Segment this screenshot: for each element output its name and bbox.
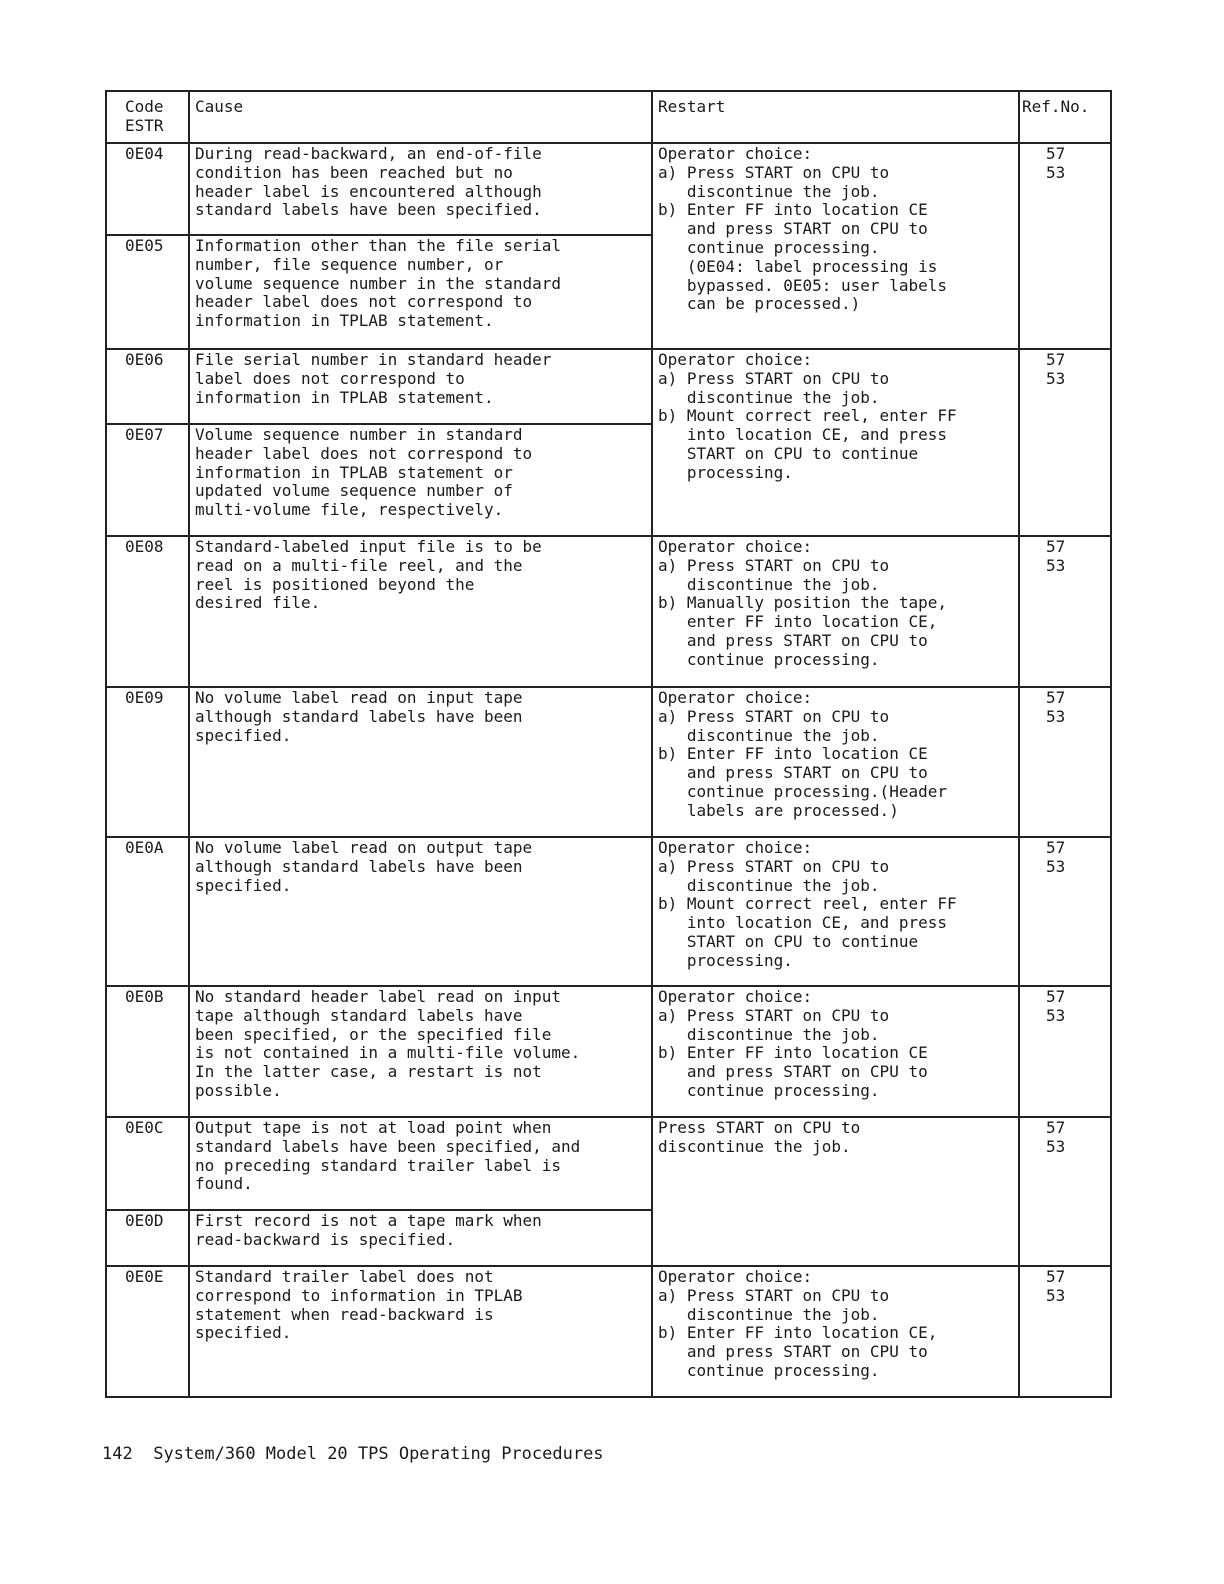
document-title: System/360 Model 20 TPS Operating Procedures: [153, 1444, 604, 1464]
row-restart: Operator choice: a) Press START on CPU to discontinue the job. b) Manually position the tape, enter FF into location CE, and press START on CPU to continue processing.: [652, 536, 1019, 687]
header-code-estr: Code ESTR: [106, 91, 189, 143]
table-row: [106, 1117, 1111, 1210]
row-code: 0E06: [106, 349, 189, 424]
header-ref-no: Ref.No.: [1019, 91, 1111, 143]
row-code: 0E08: [106, 536, 189, 687]
row-code: 0E0C: [106, 1117, 189, 1210]
row-ref-no: 57 53: [1019, 1117, 1111, 1266]
page-number: 142: [102, 1444, 133, 1464]
table-row: [106, 986, 1111, 1117]
row-code: 0E0B: [106, 986, 189, 1117]
row-ref-no: 57 53: [1019, 687, 1111, 837]
row-ref-no: 57 53: [1019, 1266, 1111, 1397]
row-ref-no: 57 53: [1019, 837, 1111, 986]
row-cause: First record is not a tape mark when read-backward is specified.: [189, 1210, 652, 1266]
table-row: [106, 1266, 1111, 1397]
table-row: [106, 687, 1111, 837]
row-restart: Operator choice: a) Press START on CPU to discontinue the job. b) Enter FF into location CE, and press START on CPU to continue processing.: [652, 1266, 1019, 1397]
row-restart: Operator choice: a) Press START on CPU to discontinue the job. b) Enter FF into location CE and press START on CPU to continue processing.(Header labels are processed.): [652, 687, 1019, 837]
row-cause: Standard trailer label does not correspond to information in TPLAB statement when read-backward is specified.: [189, 1266, 652, 1397]
row-code: 0E09: [106, 687, 189, 837]
row-restart: Operator choice: a) Press START on CPU to discontinue the job. b) Enter FF into location CE and press START on CPU to continue processing.: [652, 986, 1019, 1117]
table-row: [106, 536, 1111, 687]
row-code: 0E0A: [106, 837, 189, 986]
row-cause: Volume sequence number in standard header label does not correspond to information in TPLAB statement or updated volume sequence number of multi-volume file, respectively.: [189, 424, 652, 536]
row-ref-no: 57 53: [1019, 349, 1111, 536]
row-ref-no: 57 53: [1019, 536, 1111, 687]
table-row: [106, 349, 1111, 424]
row-cause: Standard-labeled input file is to be read on a multi-file reel, and the reel is positioned beyond the desired file.: [189, 536, 652, 687]
row-ref-no: 57 53: [1019, 143, 1111, 349]
row-cause: No volume label read on output tape although standard labels have been specified.: [189, 837, 652, 986]
row-cause: Information other than the file serial number, file sequence number, or volume sequence number in the standard header label does not correspond to information in TPLAB statement.: [189, 235, 652, 349]
row-cause: No volume label read on input tape although standard labels have been specified.: [189, 687, 652, 837]
row-ref-no: 57 53: [1019, 986, 1111, 1117]
row-code: 0E0D: [106, 1210, 189, 1266]
row-code: 0E05: [106, 235, 189, 349]
row-restart: Operator choice: a) Press START on CPU to discontinue the job. b) Mount correct reel, enter FF into location CE, and press START on CPU to continue processing.: [652, 349, 1019, 536]
header-cause: Cause: [189, 91, 652, 143]
table-row: [106, 837, 1111, 986]
row-code: 0E0E: [106, 1266, 189, 1397]
row-code: 0E07: [106, 424, 189, 536]
row-restart: Operator choice: a) Press START on CPU to discontinue the job. b) Enter FF into location CE and press START on CPU to continue processing. (0E04: label processing is bypassed. 0E05: user labels can be processed.): [652, 143, 1019, 349]
row-restart: Operator choice: a) Press START on CPU to discontinue the job. b) Mount correct reel, enter FF into location CE, and press START on CPU to continue processing.: [652, 837, 1019, 986]
page-footer: [102, 1444, 604, 1464]
table-row: [106, 143, 1111, 235]
header-restart: Restart: [652, 91, 1019, 143]
row-cause: No standard header label read on input tape although standard labels have been specified, or the specified file is not contained in a multi-file volume. In the latter case, a restart is not possible.: [189, 986, 652, 1117]
row-code: 0E04: [106, 143, 189, 235]
row-restart: Press START on CPU to discontinue the job.: [652, 1117, 1019, 1266]
error-code-table: [105, 90, 1112, 1398]
row-cause: Output tape is not at load point when standard labels have been specified, and no preceding standard trailer label is found.: [189, 1117, 652, 1210]
row-cause: During read-backward, an end-of-file condition has been reached but no header label is encountered although standard labels have been specified.: [189, 143, 652, 235]
row-cause: File serial number in standard header label does not correspond to information in TPLAB statement.: [189, 349, 652, 424]
table-header-row: [106, 91, 1111, 143]
error-code-table-container: [105, 90, 1110, 1398]
